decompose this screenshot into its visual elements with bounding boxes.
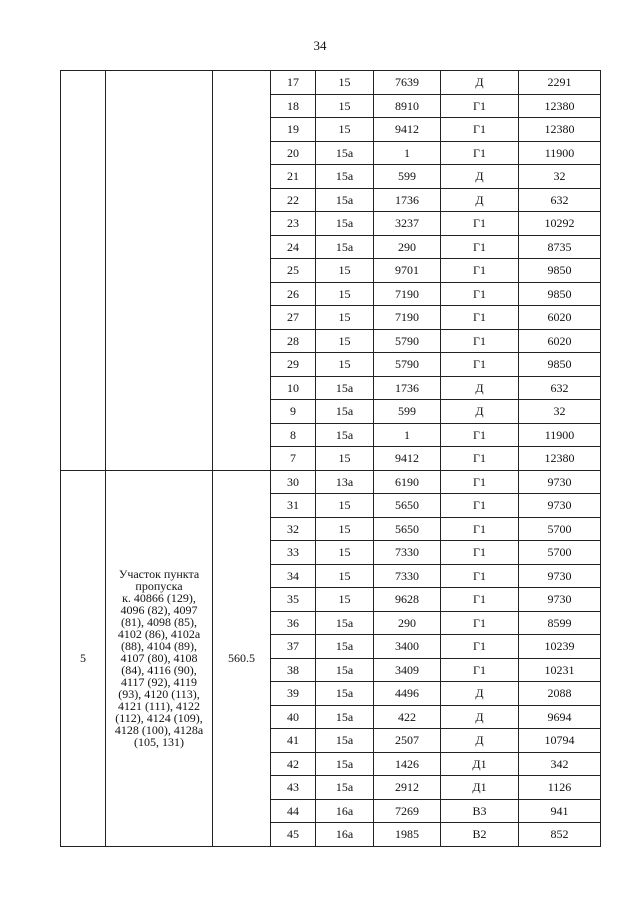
distance-cell: 3409: [374, 658, 441, 682]
value-cell: 9730: [519, 564, 601, 588]
point-number-cell: 33: [271, 541, 316, 565]
distance-cell: 6190: [374, 470, 441, 494]
point-number-cell: 10: [271, 376, 316, 400]
value-cell: 12380: [519, 94, 601, 118]
pipe-number-cell: 15а: [316, 141, 374, 165]
category-cell: Г1: [441, 329, 519, 353]
value-cell: 12380: [519, 118, 601, 142]
category-cell: Д: [441, 376, 519, 400]
pipe-number-cell: 15: [316, 94, 374, 118]
value-cell: 8735: [519, 235, 601, 259]
value-cell: 32: [519, 400, 601, 424]
point-number-cell: 41: [271, 729, 316, 753]
point-number-cell: 27: [271, 306, 316, 330]
pipe-number-cell: 15а: [316, 752, 374, 776]
value-cell: 2088: [519, 682, 601, 706]
category-cell: Г1: [441, 658, 519, 682]
category-cell: Д: [441, 729, 519, 753]
point-number-cell: 35: [271, 588, 316, 612]
distance-cell: 1: [374, 141, 441, 165]
distance-cell: 2507: [374, 729, 441, 753]
distance-cell: 7330: [374, 564, 441, 588]
distance-cell: 5790: [374, 353, 441, 377]
distance-cell: 599: [374, 400, 441, 424]
pipe-number-cell: 15: [316, 541, 374, 565]
value-cell: 632: [519, 376, 601, 400]
pipe-number-cell: 15а: [316, 235, 374, 259]
pipe-number-cell: 15а: [316, 682, 374, 706]
category-cell: Г1: [441, 541, 519, 565]
point-number-cell: 40: [271, 705, 316, 729]
category-cell: Г1: [441, 306, 519, 330]
section-length-cell: 560.5: [213, 470, 271, 846]
point-number-cell: 25: [271, 259, 316, 283]
value-cell: 8599: [519, 611, 601, 635]
pipe-number-cell: 15: [316, 353, 374, 377]
category-cell: Д1: [441, 776, 519, 800]
point-number-cell: 8: [271, 423, 316, 447]
pipe-number-cell: 15: [316, 329, 374, 353]
category-cell: Г1: [441, 212, 519, 236]
value-cell: 342: [519, 752, 601, 776]
value-cell: 2291: [519, 71, 601, 95]
point-number-cell: 24: [271, 235, 316, 259]
value-cell: 6020: [519, 329, 601, 353]
value-cell: 1126: [519, 776, 601, 800]
distance-cell: 7190: [374, 306, 441, 330]
value-cell: 11900: [519, 141, 601, 165]
distance-cell: 1736: [374, 376, 441, 400]
pipe-number-cell: 15: [316, 306, 374, 330]
category-cell: Д: [441, 188, 519, 212]
category-cell: Г1: [441, 517, 519, 541]
distance-cell: 7269: [374, 799, 441, 823]
distance-cell: 1426: [374, 752, 441, 776]
distance-cell: 3237: [374, 212, 441, 236]
distance-cell: 290: [374, 235, 441, 259]
pipe-number-cell: 15а: [316, 188, 374, 212]
distance-cell: 9412: [374, 118, 441, 142]
distance-cell: 5790: [374, 329, 441, 353]
data-table: [60, 70, 601, 847]
point-number-cell: 22: [271, 188, 316, 212]
category-cell: Г1: [441, 470, 519, 494]
section-number-cell: 5: [61, 470, 106, 846]
value-cell: 9730: [519, 470, 601, 494]
point-number-cell: 43: [271, 776, 316, 800]
point-number-cell: 19: [271, 118, 316, 142]
value-cell: 632: [519, 188, 601, 212]
category-cell: Г1: [441, 564, 519, 588]
distance-cell: 5650: [374, 517, 441, 541]
page-number: 34: [313, 38, 327, 53]
point-number-cell: 37: [271, 635, 316, 659]
category-cell: Д: [441, 682, 519, 706]
point-number-cell: 26: [271, 282, 316, 306]
pipe-number-cell: 13а: [316, 470, 374, 494]
pipe-number-cell: 15: [316, 517, 374, 541]
distance-cell: 4496: [374, 682, 441, 706]
distance-cell: 1: [374, 423, 441, 447]
point-number-cell: 7: [271, 447, 316, 471]
category-cell: Д: [441, 71, 519, 95]
distance-cell: 8910: [374, 94, 441, 118]
value-cell: 10239: [519, 635, 601, 659]
point-number-cell: 32: [271, 517, 316, 541]
pipe-number-cell: 15: [316, 447, 374, 471]
value-cell: 9850: [519, 282, 601, 306]
category-cell: Д1: [441, 752, 519, 776]
table-row: [61, 470, 601, 494]
value-cell: 10292: [519, 212, 601, 236]
distance-cell: 1985: [374, 823, 441, 847]
category-cell: Г1: [441, 494, 519, 518]
category-cell: Г1: [441, 423, 519, 447]
pipe-number-cell: 15: [316, 494, 374, 518]
point-number-cell: 36: [271, 611, 316, 635]
value-cell: 10794: [519, 729, 601, 753]
point-number-cell: 44: [271, 799, 316, 823]
pipe-number-cell: 15: [316, 588, 374, 612]
pipe-number-cell: 15а: [316, 705, 374, 729]
point-number-cell: 28: [271, 329, 316, 353]
pipe-number-cell: 15а: [316, 635, 374, 659]
distance-cell: 7330: [374, 541, 441, 565]
category-cell: Г1: [441, 635, 519, 659]
category-cell: Г1: [441, 447, 519, 471]
value-cell: 12380: [519, 447, 601, 471]
category-cell: Г1: [441, 94, 519, 118]
point-number-cell: 30: [271, 470, 316, 494]
pipe-number-cell: 15: [316, 282, 374, 306]
pipe-number-cell: 15а: [316, 376, 374, 400]
category-cell: Г1: [441, 282, 519, 306]
point-number-cell: 34: [271, 564, 316, 588]
distance-cell: 9628: [374, 588, 441, 612]
point-number-cell: 39: [271, 682, 316, 706]
distance-cell: 3400: [374, 635, 441, 659]
value-cell: 11900: [519, 423, 601, 447]
distance-cell: 9701: [374, 259, 441, 283]
distance-cell: 290: [374, 611, 441, 635]
pipe-number-cell: 15а: [316, 729, 374, 753]
section-number-cell: [61, 71, 106, 471]
category-cell: Г1: [441, 259, 519, 283]
category-cell: Г1: [441, 235, 519, 259]
category-cell: Д: [441, 400, 519, 424]
category-cell: Г1: [441, 118, 519, 142]
point-number-cell: 18: [271, 94, 316, 118]
point-number-cell: 38: [271, 658, 316, 682]
pipe-number-cell: 15а: [316, 423, 374, 447]
value-cell: 10231: [519, 658, 601, 682]
category-cell: Д: [441, 165, 519, 189]
distance-cell: 1736: [374, 188, 441, 212]
pipe-number-cell: 15а: [316, 611, 374, 635]
distance-cell: 9412: [374, 447, 441, 471]
pipe-number-cell: 15: [316, 71, 374, 95]
value-cell: 5700: [519, 541, 601, 565]
point-number-cell: 17: [271, 71, 316, 95]
category-cell: В3: [441, 799, 519, 823]
pipe-number-cell: 16а: [316, 823, 374, 847]
point-number-cell: 23: [271, 212, 316, 236]
distance-cell: 422: [374, 705, 441, 729]
category-cell: Д: [441, 705, 519, 729]
value-cell: 32: [519, 165, 601, 189]
section-description-cell: Участок пункта пропуска к. 40866 (129), 4096 (82), 4097 (81), 4098 (85), 4102 (86), 4102а (88), 4104 (89), 4107 (80), 4108 (84), 4116 (90), 4117 (92), 4119 (93), 4120 (113), 4121 (111), 4122 (112), 4124 (109), 4128 (100), 4128а (105, 131): [106, 470, 213, 846]
distance-cell: 2912: [374, 776, 441, 800]
value-cell: 9730: [519, 588, 601, 612]
value-cell: 852: [519, 823, 601, 847]
table-row: [61, 71, 601, 95]
pipe-number-cell: 16а: [316, 799, 374, 823]
section-description-cell: [106, 71, 213, 471]
point-number-cell: 31: [271, 494, 316, 518]
distance-cell: 599: [374, 165, 441, 189]
value-cell: 9850: [519, 259, 601, 283]
pipe-number-cell: 15а: [316, 776, 374, 800]
category-cell: Г1: [441, 611, 519, 635]
category-cell: В2: [441, 823, 519, 847]
table-body: [61, 71, 601, 847]
pipe-number-cell: 15а: [316, 400, 374, 424]
value-cell: 6020: [519, 306, 601, 330]
pipe-number-cell: 15: [316, 118, 374, 142]
category-cell: Г1: [441, 353, 519, 377]
pipe-number-cell: 15а: [316, 212, 374, 236]
pipe-number-cell: 15а: [316, 165, 374, 189]
section-length-cell: [213, 71, 271, 471]
point-number-cell: 21: [271, 165, 316, 189]
value-cell: 9850: [519, 353, 601, 377]
value-cell: 941: [519, 799, 601, 823]
pipe-number-cell: 15: [316, 259, 374, 283]
distance-cell: 7190: [374, 282, 441, 306]
point-number-cell: 45: [271, 823, 316, 847]
category-cell: Г1: [441, 588, 519, 612]
pipe-number-cell: 15а: [316, 658, 374, 682]
point-number-cell: 20: [271, 141, 316, 165]
point-number-cell: 29: [271, 353, 316, 377]
value-cell: 9730: [519, 494, 601, 518]
point-number-cell: 9: [271, 400, 316, 424]
value-cell: 5700: [519, 517, 601, 541]
distance-cell: 7639: [374, 71, 441, 95]
pipe-number-cell: 15: [316, 564, 374, 588]
distance-cell: 5650: [374, 494, 441, 518]
value-cell: 9694: [519, 705, 601, 729]
category-cell: Г1: [441, 141, 519, 165]
point-number-cell: 42: [271, 752, 316, 776]
